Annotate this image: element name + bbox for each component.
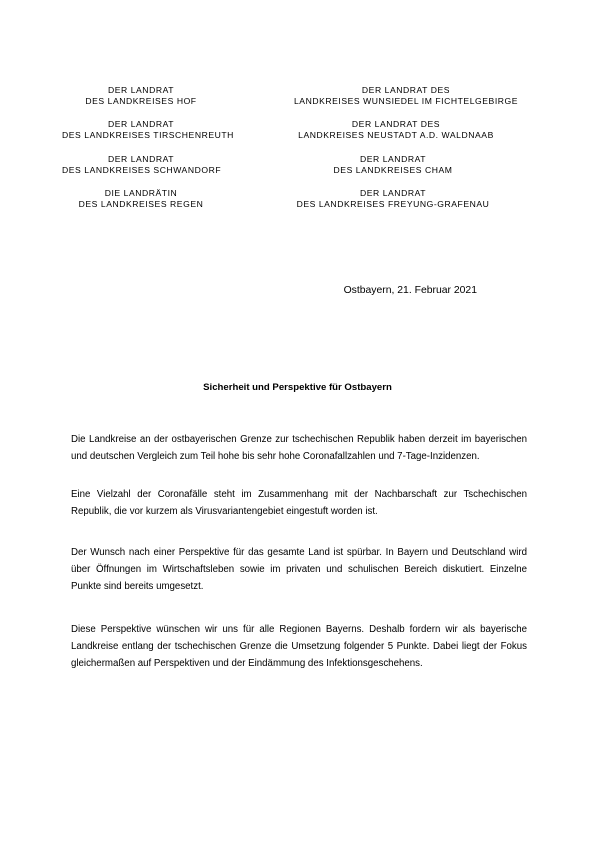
letterhead-district: DES LANDKREISES SCHWANDORF <box>62 164 222 175</box>
letterhead-title: DER LANDRAT <box>359 188 427 198</box>
letterhead-right-2 <box>280 119 512 140</box>
letterhead-district: DES LANDKREISES CHAM <box>333 164 453 175</box>
body-paragraph: Der Wunsch nach einer Perspektive für das gesamte Land ist spürbar. In Bayern und Deutschland wird über Öffnungen im Wirtschaftsleben sowie im privaten und schulischen Bereich diskutiert. Einzelne Punkte sind bereits umgesetzt. <box>71 547 527 592</box>
body-paragraph: Diese Perspektive wünschen wir uns für alle Regionen Bayerns. Deshalb fordern wir als bayerische Landkreise entlang der tschechischen Grenze die Umsetzung folgender 5 Punkte. Dabei liegt der Fokus gleichermaßen auf Perspektiven und der Eindämmung des Infektionsgeschehens. <box>71 624 527 669</box>
letterhead-title: DIE LANDRÄTIN <box>104 188 178 198</box>
document-title: Sicherheit und Perspektive für Ostbayern <box>203 382 392 393</box>
letterhead-left-3 <box>62 154 220 175</box>
letterhead-title: DER LANDRAT <box>107 119 175 129</box>
letterhead-district: LANDKREISES WUNSIEDEL IM FICHTELGEBIRGE <box>293 95 519 106</box>
letterhead-district: LANDKREISES NEUSTADT A.D. WALDNAAB <box>298 129 494 140</box>
letterhead-title: DER LANDRAT DES <box>351 119 441 129</box>
letterhead-left-4 <box>62 188 220 209</box>
letterhead-district: DES LANDKREISES FREYUNG-GRAFENAU <box>296 198 490 209</box>
letterhead-district: DES LANDKREISES TIRSCHENREUTH <box>62 129 234 140</box>
letterhead-title: DER LANDRAT DES <box>361 85 451 95</box>
letterhead-right-1 <box>280 85 532 106</box>
letterhead-district: DES LANDKREISES REGEN <box>78 198 204 209</box>
letterhead-title: DER LANDRAT <box>107 154 175 164</box>
letterhead-title: DER LANDRAT <box>359 154 427 164</box>
letterhead-title: DER LANDRAT <box>107 85 175 95</box>
letterhead-right-3 <box>318 154 468 175</box>
body-paragraph: Eine Vielzahl der Coronafälle steht im Zusammenhang mit der Nachbarschaft zur Tschechischen Republik, die vor kurzem als Virusvariantengebiet eingestuft worden ist. <box>71 489 527 517</box>
letterhead-left-2 <box>62 119 234 140</box>
letterhead-district: DES LANDKREISES HOF <box>85 95 197 106</box>
letterhead-left-1 <box>70 85 212 106</box>
body-paragraph: Die Landkreise an der ostbayerischen Grenze zur tschechischen Republik haben derzeit im bayerischen und deutschen Vergleich zum Teil hohe bis sehr hohe Coronafallzahlen und 7-Tage-Inzidenzen. <box>71 434 527 462</box>
document-date: Ostbayern, 21. Februar 2021 <box>343 285 477 296</box>
letterhead-right-4 <box>282 188 504 209</box>
